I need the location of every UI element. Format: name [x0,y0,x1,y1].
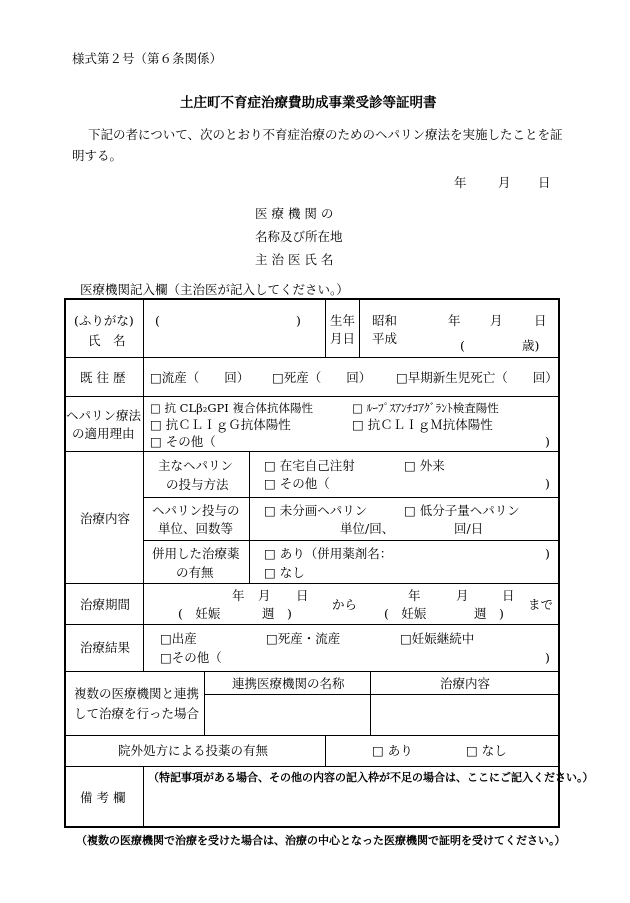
date-day-label: 日 [538,175,551,190]
period-start-year: 年 [232,588,245,603]
method-outpatient-checkbox[interactable]: □ 外来 [404,458,445,473]
dose-label-2: 単位、回数等 [158,521,234,536]
institution-label-1: 医 療 機 関 の [255,206,334,221]
period-start-day: 日 [296,588,309,603]
reason-cl-igm-checkbox[interactable]: □ 抗ＣＬＩｇＭ抗体陽性 [352,417,493,432]
reason-label-2: の適用理由 [72,426,135,441]
footer-note: （複数の医療機関で治療を受けた場合は、治療の中心となった医療機関で証明を受けてください。） [76,834,566,847]
period-label: 治療期間 [80,597,131,612]
doctor-name-label: 主 治 医 氏 名 [255,252,334,267]
multi-institution-label-2: して治療を行った場合 [74,706,200,721]
intro-line-1: 下記の者について、次のとおり不育症治療のためのヘパリン療法を実施したことを証 [88,127,563,142]
dose-label-1: ヘパリン投与の [152,503,240,518]
date-year-label: 年 [454,175,467,190]
result-birth-checkbox[interactable]: □出産 [160,631,197,646]
history-miscarriage-checkbox[interactable]: □流産（ 回） [150,370,250,385]
age-open-paren: ( [460,338,465,353]
reason-other-checkbox[interactable]: □ その他（ [150,434,216,449]
remarks-note: （特記事項がある場合、その他の内容の記入枠が不足の場合は、ここにご記入ください。） [148,771,594,784]
reason-cl-beta2gpi-checkbox[interactable]: □ 抗 CLβ₂GPI 複合体抗体陽性 [150,401,313,415]
result-stillbirth-checkbox[interactable]: □死産・流産 [266,631,341,646]
combo-label-1: 併用した治療薬 [152,546,240,561]
age-unit: 歳) [522,338,540,353]
period-end-year: 年 [408,588,421,603]
method-label-2: の投与方法 [166,477,229,492]
method-other-checkbox[interactable]: □ その他（ [264,476,330,491]
form-number: 様式第２号（第６条関係） [72,51,223,66]
page-title: 土庄町不育症治療費助成事業受診等証明書 [180,95,437,111]
period-start-pregnancy: ( 妊娠 [178,606,221,621]
name-label: 氏 名 [88,333,126,348]
section-label: 医療機関記入欄（主治医が記入してください。） [80,282,349,297]
furigana-label: (ふりがな) [74,313,134,328]
result-other-close-paren: ) [545,650,550,665]
dose-low-molecular-checkbox[interactable]: □ 低分子量ヘパリン [404,503,520,518]
dose-unit-per-time: 単位/回、 [340,521,395,536]
method-label-1: 主なヘパリン [158,458,234,473]
era-heisei: 平成 [372,331,398,346]
reason-lupus-anticoagulant-checkbox[interactable]: □ ﾙｰﾌﾟｽｱﾝﾁｺｱｸﾞﾗﾝﾄ検査陽性 [352,401,499,415]
combo-label-2: の有無 [176,565,214,580]
partner-institution-header: 連携医療機関の名称 [232,676,345,691]
period-end-day: 日 [502,588,515,603]
era-showa: 昭和 [372,313,398,328]
dose-times-per-day: 回/日 [454,521,484,536]
birth-year-label: 年 [448,313,461,328]
institution-label-2: 名称及び所在地 [255,229,343,244]
furigana-close-paren: ) [296,313,301,328]
result-ongoing-checkbox[interactable]: □妊娠継続中 [400,631,475,646]
history-neonatal-death-checkbox[interactable]: □早期新生児死亡（ 回） [396,370,558,385]
reason-other-close-paren: ) [545,434,550,449]
result-other-checkbox[interactable]: □その他（ [160,650,222,665]
reason-label-1: ヘパリン療法 [66,408,142,423]
remarks-label: 備 考 欄 [80,790,126,805]
period-end-month: 月 [456,588,469,603]
multi-institution-label-1: 複数の医療機関と連携 [74,686,200,701]
reason-cl-igg-checkbox[interactable]: □ 抗ＣＬＩｇＧ抗体陽性 [150,417,291,432]
period-end-weeks: 週 ) [474,606,504,621]
treatment-label: 治療内容 [80,511,131,526]
intro-line-2: 明する。 [72,148,123,163]
birth-day-label: 日 [534,313,547,328]
date-month-label: 月 [498,175,511,190]
period-start-month: 月 [258,588,271,603]
result-label: 治療結果 [80,640,131,655]
period-until: まで [528,597,554,612]
method-home-injection-checkbox[interactable]: □ 在宅自己注射 [264,458,355,473]
birth-label-2: 月日 [330,331,356,346]
furigana-open-paren: ( [155,313,160,328]
combo-close-paren: ) [545,546,550,561]
period-end-pregnancy: ( 妊娠 [384,606,427,621]
combo-yes-checkbox[interactable]: □ あり（併用薬剤名： [264,546,393,561]
birth-month-label: 月 [490,313,503,328]
period-from: から [332,597,358,612]
history-label: 既 往 歴 [80,370,126,385]
combo-no-checkbox[interactable]: □ なし [264,565,305,580]
history-stillbirth-checkbox[interactable]: □死産（ 回） [272,370,372,385]
period-start-weeks: 週 ) [262,606,292,621]
birth-label-1: 生年 [330,313,356,328]
method-other-close-paren: ) [545,476,550,491]
dose-unfractionated-checkbox[interactable]: □ 未分画ヘパリン [264,503,368,518]
partner-treatment-header: 治療内容 [440,676,491,691]
outpatient-no-checkbox[interactable]: □ なし [466,743,507,758]
outpatient-label: 院外処方による投薬の有無 [118,743,269,758]
outpatient-yes-checkbox[interactable]: □ あり [372,743,413,758]
